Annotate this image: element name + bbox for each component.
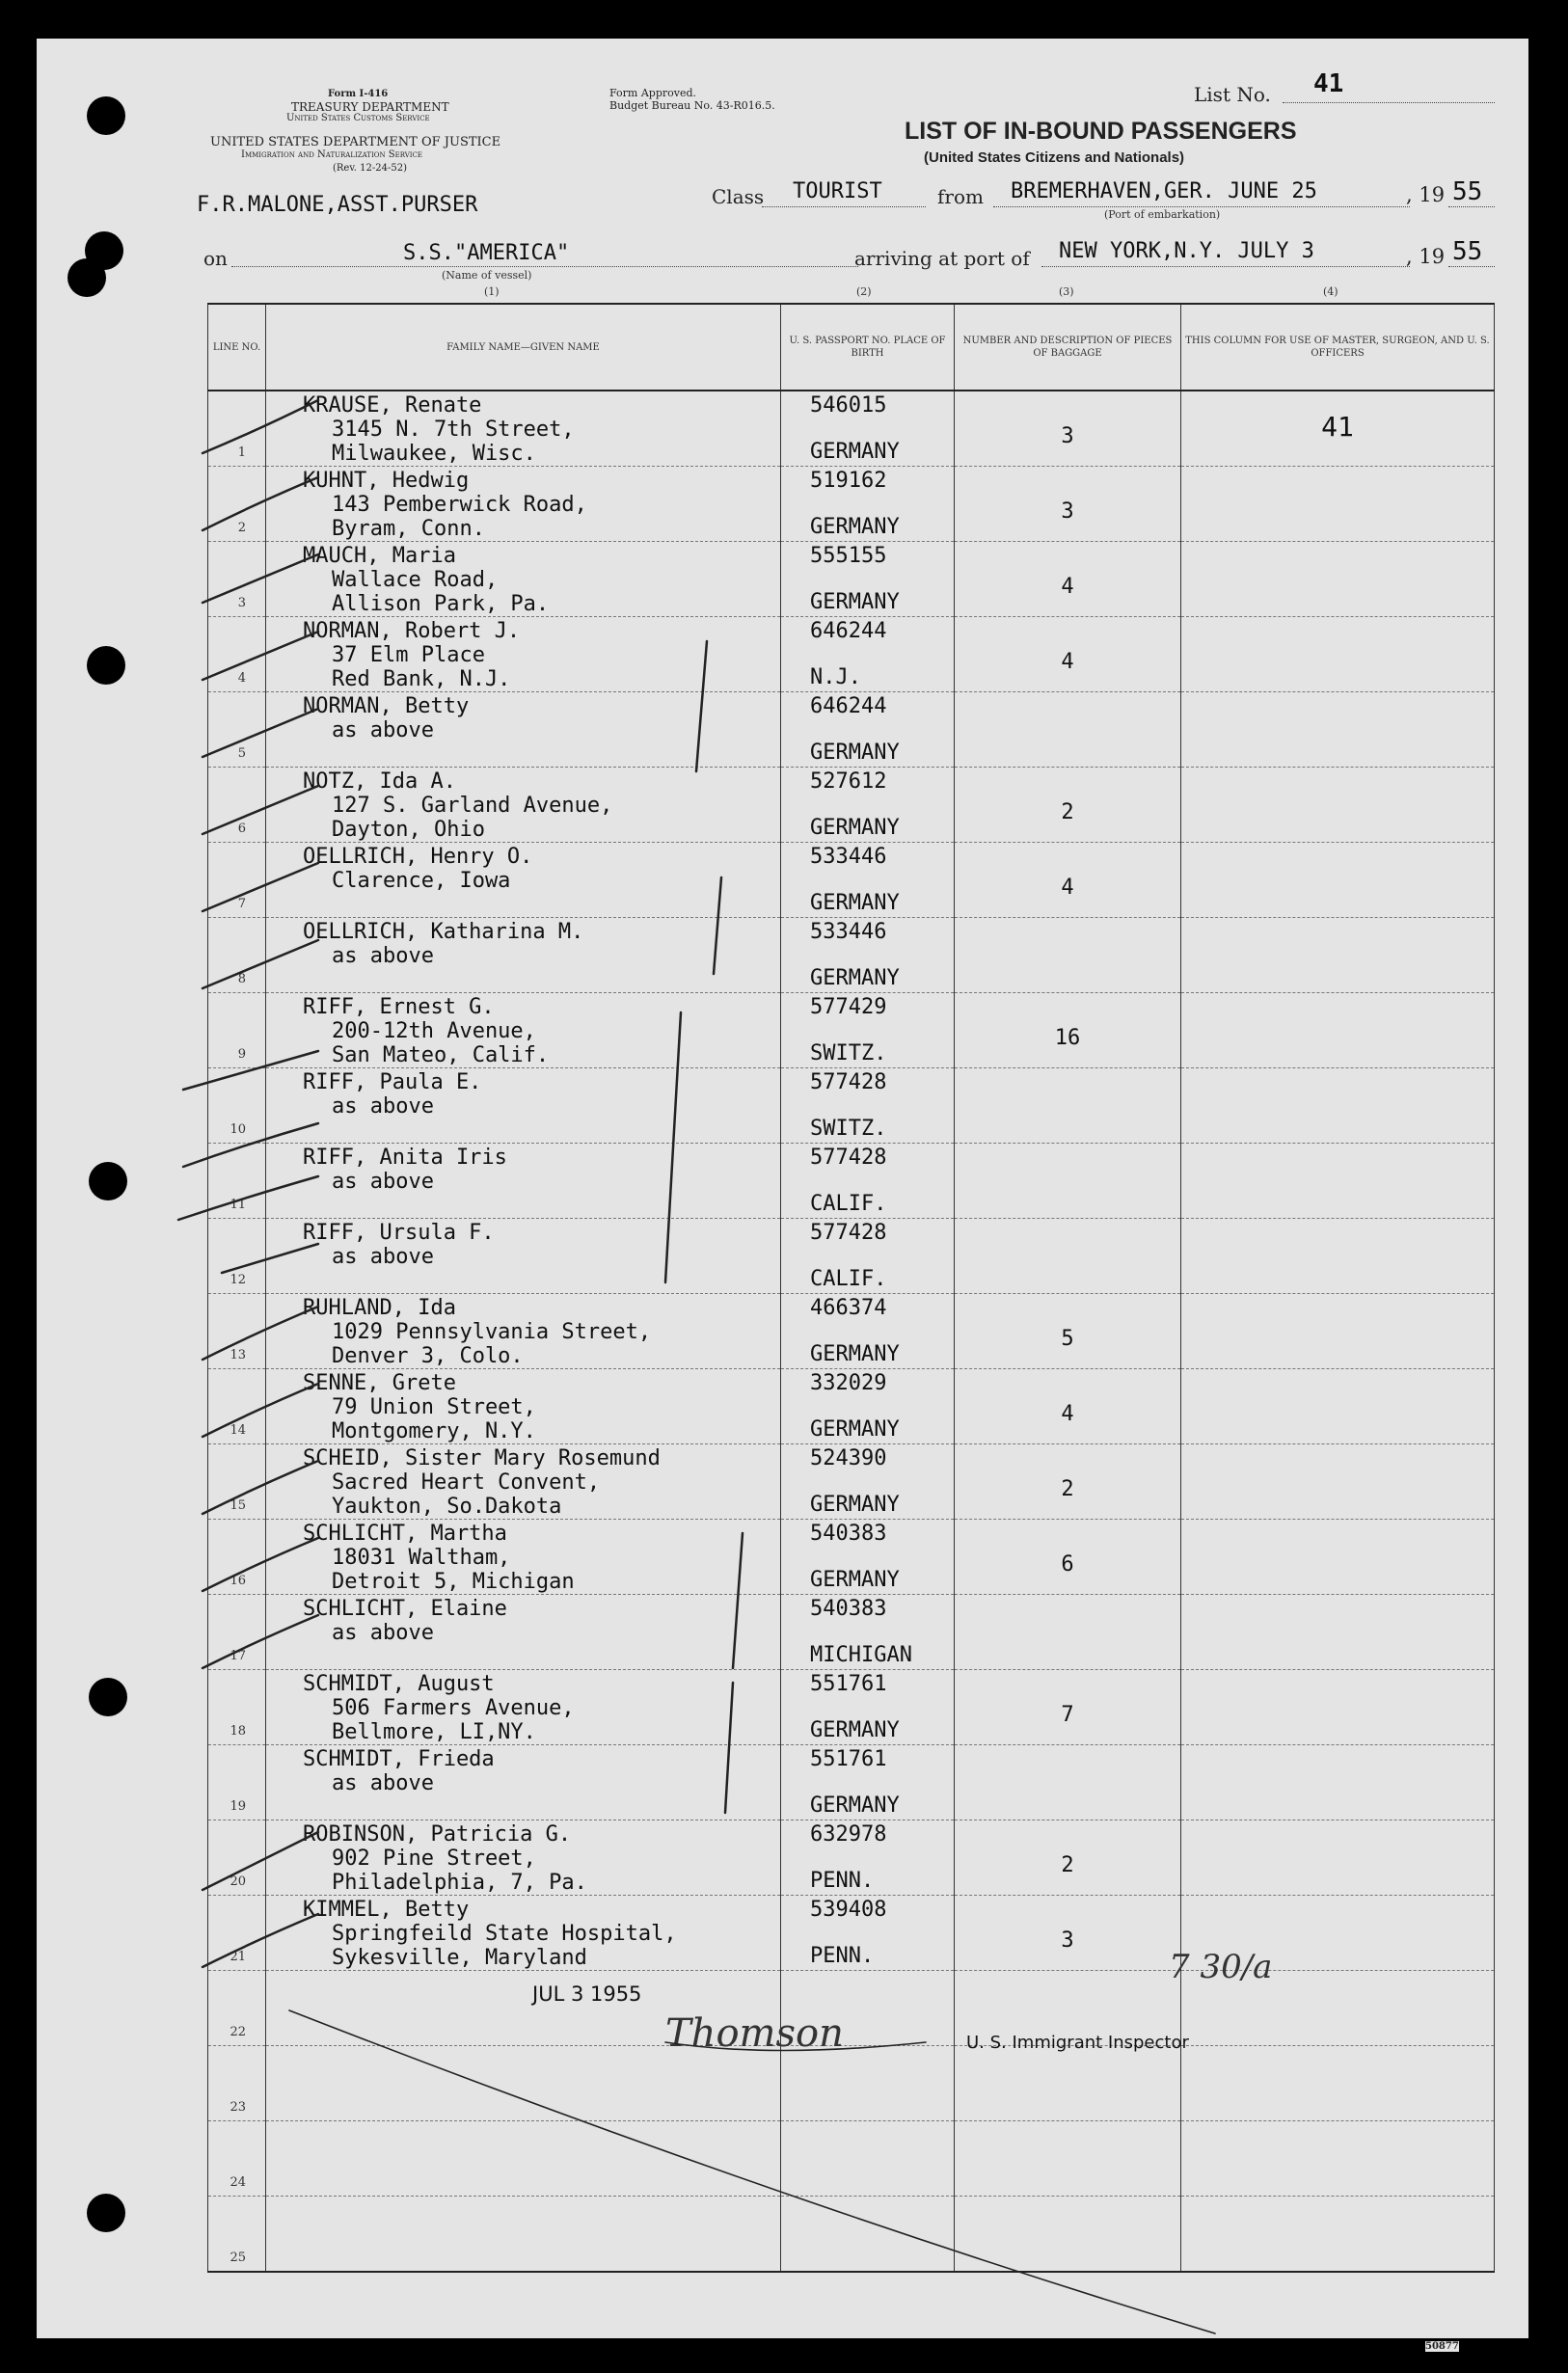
passport-number: 527612 [810, 769, 887, 794]
cancel-line-11 [178, 1176, 318, 1220]
line-number: 18 [230, 1724, 246, 1739]
address-line-2: Dayton, Ohio [332, 818, 485, 842]
passport-number: 533446 [810, 845, 887, 869]
place-of-birth: CALIF. [810, 1192, 887, 1216]
line-number: 16 [230, 1574, 246, 1588]
passport-number: 577428 [810, 1146, 887, 1170]
line-number: 11 [230, 1198, 246, 1212]
passport-number: 646244 [810, 694, 887, 718]
signature-flourish [665, 2042, 926, 2051]
line-number: 23 [230, 2100, 246, 2115]
passenger-name: KUHNT, Hedwig [303, 469, 470, 493]
address-line-1: 200-12th Avenue, [332, 1019, 536, 1043]
passport-number: 466374 [810, 1296, 887, 1320]
address-line-1: Clarence, Iowa [332, 869, 511, 893]
passport-number: 551761 [810, 1747, 887, 1771]
bracket-riff [665, 1012, 681, 1282]
address-line-2: Philadelphia, 7, Pa. [332, 1871, 587, 1895]
bracket-schmidt [725, 1683, 733, 1813]
col-header-official-use: THIS COLUMN FOR USE OF MASTER, SURGEON, AND U. S. OFFICERS [1181, 304, 1495, 391]
place-of-birth: N.J. [810, 665, 861, 689]
line-number: 6 [237, 822, 246, 836]
passport-number: 524390 [810, 1446, 887, 1470]
customs-service: United States Customs Service [286, 113, 430, 123]
address-line-2: Bellmore, LI,NY. [332, 1720, 536, 1744]
cancel-line-20 [203, 1832, 318, 1890]
line-number: 7 [237, 897, 246, 911]
place-of-birth: GERMANY [810, 891, 900, 915]
address-line-1: 79 Union Street, [332, 1395, 536, 1419]
line-number: 2 [237, 521, 246, 535]
cancel-line-8 [203, 940, 318, 988]
cancel-line-16 [203, 1538, 318, 1591]
baggage-count: 3 [1061, 499, 1074, 524]
line-number: 4 [237, 671, 246, 686]
line-number: 10 [230, 1122, 246, 1137]
cancel-line-14 [203, 1384, 318, 1437]
passenger-name: SCHMIDT, Frieda [303, 1747, 495, 1771]
address-line-2: Red Bank, N.J. [332, 667, 511, 691]
cancel-line-13 [203, 1307, 318, 1360]
baggage-count: 3 [1061, 424, 1074, 448]
address-line-1: as above [332, 1245, 434, 1269]
list-no-value: 41 [1313, 69, 1344, 98]
passenger-name: ROBINSON, Patricia G. [303, 1822, 572, 1847]
passenger-name: NORMAN, Betty [303, 694, 470, 718]
cancel-line-17 [203, 1615, 318, 1668]
bracket-norman [696, 641, 707, 771]
address-line-1: as above [332, 1621, 434, 1645]
line-number: 13 [230, 1348, 246, 1362]
baggage-count: 6 [1061, 1552, 1074, 1577]
place-of-birth: GERMANY [810, 515, 900, 539]
cancel-line-1 [203, 400, 318, 453]
year-value-2: 55 [1452, 237, 1483, 266]
col-header-baggage: NUMBER AND DESCRIPTION OF PIECES OF BAGGAGE [955, 304, 1181, 391]
embark-value: BREMERHAVEN,GER. JUNE 25 [1011, 179, 1317, 203]
revision: (Rev. 12-24-52) [333, 163, 408, 174]
passenger-name: SENNE, Grete [303, 1371, 456, 1395]
address-line-1: 506 Farmers Avenue, [332, 1696, 575, 1720]
date-stamp: JUL 3 1955 [532, 1982, 642, 2006]
place-of-birth: GERMANY [810, 816, 900, 840]
passenger-name: RIFF, Ursula F. [303, 1221, 495, 1245]
on-label: on [203, 247, 228, 270]
from-label: from [937, 185, 984, 208]
line-number: 9 [237, 1047, 246, 1062]
place-of-birth: GERMANY [810, 1568, 900, 1592]
address-line-1: as above [332, 1771, 434, 1795]
passenger-name: NOTZ, Ida A. [303, 769, 456, 794]
passport-number: 646244 [810, 619, 887, 643]
place-of-birth: GERMANY [810, 440, 900, 464]
place-of-birth: GERMANY [810, 1417, 900, 1442]
line-number: 14 [230, 1423, 246, 1438]
passport-number: 540383 [810, 1522, 887, 1546]
cancel-line-5 [203, 709, 318, 757]
address-line-1: as above [332, 1094, 434, 1119]
bracket-oellrich [714, 877, 721, 974]
year-prefix-2: , 19 [1406, 245, 1446, 268]
list-no-label: List No. [1194, 83, 1271, 106]
inspector-label: U. S. Immigrant Inspector [966, 2033, 1189, 2053]
place-of-birth: GERMANY [810, 1342, 900, 1366]
address-line-1: 1029 Pennsylvania Street, [332, 1320, 652, 1344]
passenger-name: OELLRICH, Henry O. [303, 845, 533, 869]
baggage-count: 4 [1061, 876, 1074, 900]
passenger-name: KRAUSE, Renate [303, 393, 482, 418]
passenger-name: NORMAN, Robert J. [303, 619, 521, 643]
baggage-count: 5 [1061, 1327, 1074, 1351]
address-line-1: 37 Elm Place [332, 643, 485, 667]
address-line-2: Yaukton, So.Dakota [332, 1495, 562, 1519]
place-of-birth: PENN. [810, 1944, 875, 1968]
passport-number: 577429 [810, 995, 887, 1019]
cancel-line-10 [183, 1123, 318, 1167]
budget-bureau: Budget Bureau No. 43-R016.5. [609, 99, 775, 112]
cancel-line-7 [203, 863, 318, 911]
baggage-count: 2 [1061, 1477, 1074, 1501]
line-number: 20 [230, 1874, 246, 1889]
address-line-1: as above [332, 1170, 434, 1194]
cancel-diagonal [289, 2010, 1215, 2333]
passport-number: 533446 [810, 920, 887, 944]
cancel-line-2 [203, 477, 318, 530]
address-line-1: Sacred Heart Convent, [332, 1470, 601, 1495]
line-number: 21 [230, 1950, 246, 1964]
passenger-name: RIFF, Paula E. [303, 1070, 482, 1094]
margin-note: 7 30/a [1169, 1948, 1273, 1986]
passport-number: 519162 [810, 469, 887, 493]
place-of-birth: GERMANY [810, 590, 900, 614]
line-number: 19 [230, 1799, 246, 1814]
line-number: 25 [230, 2251, 246, 2265]
place-of-birth: MICHIGAN [810, 1643, 912, 1667]
inspector-signature: Thomson [665, 2011, 844, 2056]
baggage-count: 4 [1061, 1402, 1074, 1426]
passport-number: 577428 [810, 1221, 887, 1245]
port-embarkation-caption: (Port of embarkation) [1104, 208, 1221, 221]
passenger-name: MAUCH, Maria [303, 544, 456, 568]
passport-number: 555155 [810, 544, 887, 568]
col-num-1: (1) [484, 285, 500, 298]
purser-name: F.R.MALONE,ASST.PURSER [197, 193, 478, 217]
class-label: Class [712, 185, 765, 208]
address-line-1: as above [332, 944, 434, 968]
baggage-count: 3 [1061, 1928, 1074, 1953]
address-line-1: 902 Pine Street, [332, 1847, 536, 1871]
cancel-line-12 [222, 1244, 318, 1273]
baggage-count: 16 [1054, 1026, 1081, 1050]
vessel-caption: (Name of vessel) [442, 269, 532, 282]
place-of-birth: GERMANY [810, 1718, 900, 1742]
passenger-name: SCHLICHT, Elaine [303, 1597, 507, 1621]
line-number: 24 [230, 2175, 246, 2190]
passport-number: 332029 [810, 1371, 887, 1395]
col-header-line: LINE NO. [208, 304, 266, 391]
ins-service: Immigration and Naturalization Service [241, 149, 423, 160]
line-number: 1 [237, 445, 246, 460]
cancel-line-4 [203, 632, 318, 680]
place-of-birth: GERMANY [810, 1793, 900, 1818]
address-line-1: Springfeild State Hospital, [332, 1922, 677, 1946]
passenger-name: SCHLICHT, Martha [303, 1522, 507, 1546]
passenger-name: SCHMIDT, August [303, 1672, 495, 1696]
baggage-count: 2 [1061, 800, 1074, 824]
place-of-birth: SWITZ. [810, 1041, 887, 1065]
arriving-label: arriving at port of [854, 247, 1030, 270]
passport-number: 546015 [810, 393, 887, 418]
line-number: 22 [230, 2025, 246, 2039]
baggage-count: 7 [1061, 1703, 1074, 1727]
baggage-count: 2 [1061, 1853, 1074, 1877]
line-number: 5 [237, 746, 246, 761]
col-header-name: FAMILY NAME—GIVEN NAME [266, 304, 781, 391]
form-code: 50877 [1425, 2341, 1459, 2352]
address-line-2: Sykesville, Maryland [332, 1946, 587, 1970]
document-subtitle: (United States Citizens and Nationals) [924, 149, 1185, 166]
address-line-1: as above [332, 718, 434, 742]
baggage-count: 4 [1061, 650, 1074, 674]
address-line-2: Montgomery, N.Y. [332, 1419, 536, 1443]
col-num-4: (4) [1323, 285, 1338, 298]
address-line-2: Byram, Conn. [332, 517, 485, 541]
passport-number: 539408 [810, 1898, 887, 1922]
passenger-name: RIFF, Anita Iris [303, 1146, 507, 1170]
address-line-1: 3145 N. 7th Street, [332, 418, 575, 442]
address-line-2: Detroit 5, Michigan [332, 1570, 575, 1594]
cancel-line-3 [203, 554, 318, 603]
address-line-2: Denver 3, Colo. [332, 1344, 524, 1368]
address-line-2: Milwaukee, Wisc. [332, 442, 536, 466]
place-of-birth: SWITZ. [810, 1117, 887, 1141]
address-line-1: 18031 Waltham, [332, 1546, 511, 1570]
passenger-name: RUHLAND, Ida [303, 1296, 456, 1320]
arrival-value: NEW YORK,N.Y. JULY 3 [1059, 239, 1314, 263]
place-of-birth: PENN. [810, 1869, 875, 1893]
document-title: LIST OF IN-BOUND PASSENGERS [905, 118, 1297, 145]
address-line-2: San Mateo, Calif. [332, 1043, 550, 1067]
cancel-line-9 [183, 1051, 318, 1090]
cancel-line-21 [203, 1914, 318, 1967]
line-number: 8 [237, 972, 246, 986]
passport-number: 632978 [810, 1822, 887, 1847]
col-num-2: (2) [856, 285, 872, 298]
baggage-count: 4 [1061, 575, 1074, 599]
address-line-2: Allison Park, Pa. [332, 592, 550, 616]
line-number: 3 [237, 596, 246, 610]
official-note: 41 [1321, 411, 1354, 443]
place-of-birth: CALIF. [810, 1267, 887, 1291]
line-number: 17 [230, 1649, 246, 1663]
passenger-name: RIFF, Ernest G. [303, 995, 495, 1019]
year-value-1: 55 [1452, 177, 1483, 206]
form-approved: Form Approved. [609, 87, 697, 99]
col-num-3: (3) [1059, 285, 1074, 298]
justice-dept: UNITED STATES DEPARTMENT OF JUSTICE [210, 135, 501, 149]
col-header-passport: U. S. PASSPORT NO. PLACE OF BIRTH [781, 304, 955, 391]
passport-number: 551761 [810, 1672, 887, 1696]
address-line-1: 127 S. Garland Avenue, [332, 794, 613, 818]
address-line-1: 143 Pemberwick Road, [332, 493, 587, 517]
place-of-birth: GERMANY [810, 1493, 900, 1517]
vessel-name: S.S."AMERICA" [403, 241, 570, 265]
class-value: TOURIST [793, 179, 882, 203]
line-number: 12 [230, 1273, 246, 1287]
cancel-line-15 [203, 1461, 318, 1514]
passenger-name: KIMMEL, Betty [303, 1898, 470, 1922]
treasury-dept: TREASURY DEPARTMENT [291, 100, 449, 114]
passport-number: 540383 [810, 1597, 887, 1621]
passport-number: 577428 [810, 1070, 887, 1094]
cancel-line-6 [203, 786, 318, 834]
year-prefix-1: , 19 [1406, 183, 1446, 206]
place-of-birth: GERMANY [810, 741, 900, 765]
address-line-1: Wallace Road, [332, 568, 499, 592]
place-of-birth: GERMANY [810, 966, 900, 990]
line-number: 15 [230, 1498, 246, 1513]
passenger-name: SCHEID, Sister Mary Rosemund [303, 1446, 661, 1470]
form-number: Form I-416 [328, 89, 389, 99]
passenger-name: OELLRICH, Katharina M. [303, 920, 584, 944]
bracket-schlicht [733, 1533, 743, 1668]
